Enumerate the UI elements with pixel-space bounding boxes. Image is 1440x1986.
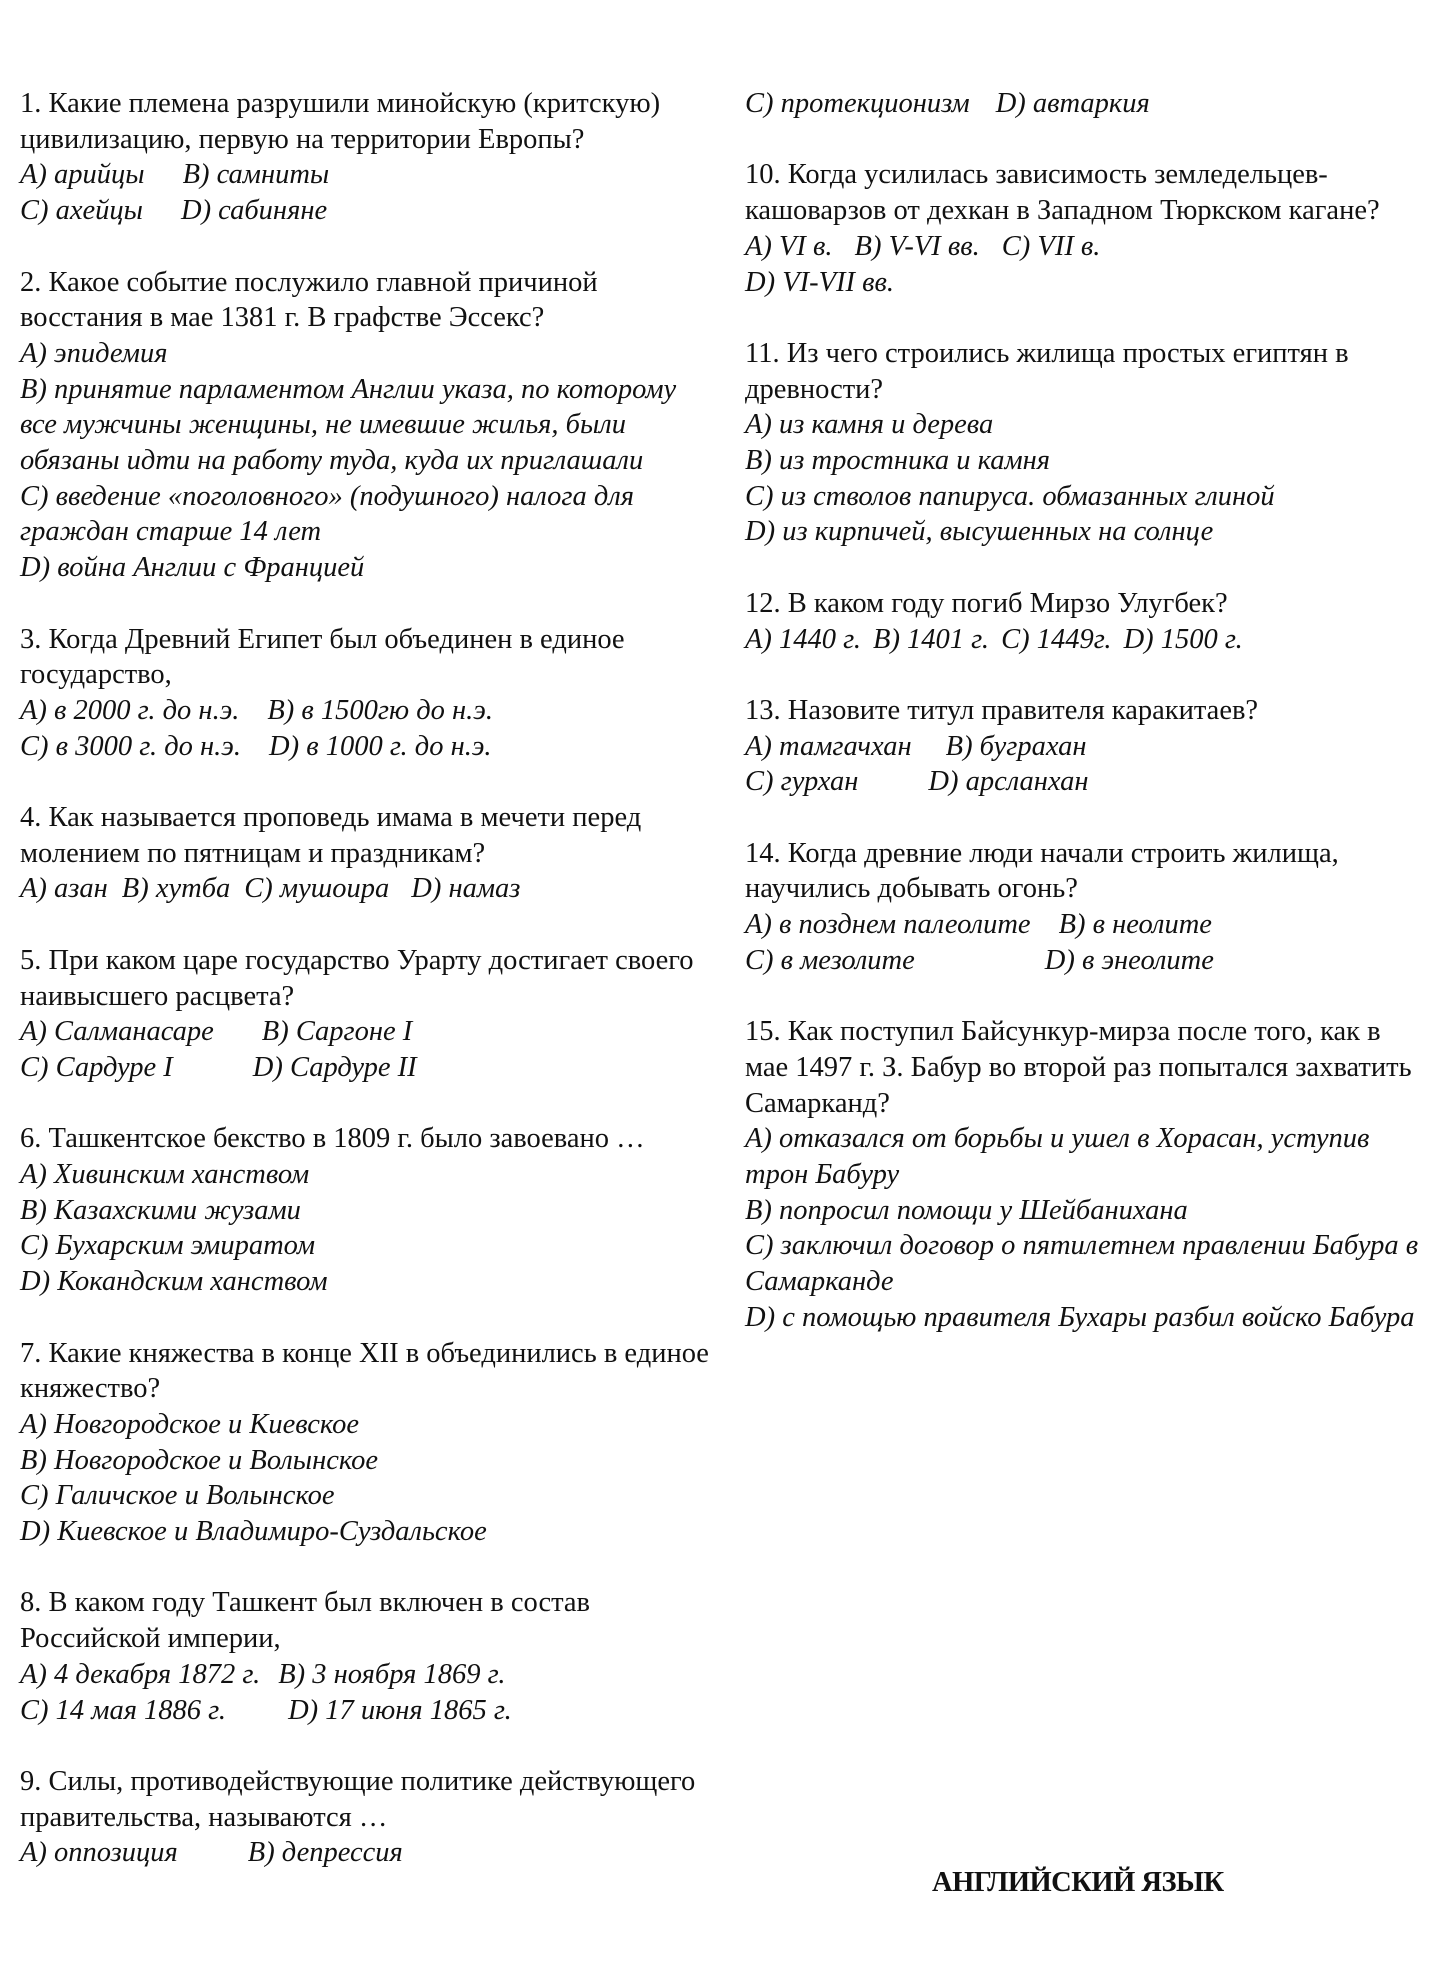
answer-option: D) сабиняне: [180, 195, 328, 227]
option-line: [20, 193, 720, 229]
question-block: [745, 836, 1430, 979]
answer-option: A) VI в.: [745, 230, 833, 262]
option-line: [745, 764, 1430, 800]
answer-option: D) Сардуре II: [252, 1051, 417, 1083]
answer-option: D) 1500 г.: [1123, 623, 1243, 655]
question-block: [20, 265, 720, 586]
answer-options: [745, 729, 1430, 800]
question-text: 7. Какие княжества в конце XII в объединились в единое княжество?: [20, 1337, 709, 1405]
answer-option: A) в 2000 г. до н.э.: [20, 694, 240, 726]
answer-options: [20, 336, 720, 586]
option-line: [20, 871, 720, 907]
question-text: 6. Ташкентское бекство в 1809 г. было завоевано …: [20, 1123, 645, 1155]
question-text: 2. Какое событие послужило главной причиной восстания в мае 1381 г. В графстве Эссекс?: [20, 266, 598, 334]
answer-option: D) в энеолите: [1044, 944, 1214, 976]
question-text: 10. Когда усилилась зависимость земледельцев-кашоварзов от дехкан в Западном Тюркском кагане?: [745, 159, 1380, 227]
right-column: [745, 86, 1430, 1336]
option-line: [745, 1121, 1430, 1192]
option-line: [745, 1193, 1430, 1229]
question-text: 9. Силы, противодействующие политике действующего правительства, называются …: [20, 1765, 696, 1833]
option-line: [20, 550, 720, 586]
answer-option: D) Кокандским ханством: [20, 1266, 328, 1298]
question-block: [745, 1014, 1430, 1335]
answer-option: C) Бухарским эмиратом: [20, 1230, 316, 1262]
answer-option: C) протекционизм: [745, 88, 970, 119]
answer-option: B) Саргоне I: [261, 1016, 413, 1048]
option-line: [20, 1657, 720, 1693]
option-line: [20, 1693, 720, 1729]
question-block: [745, 336, 1430, 550]
option-line: [745, 943, 1430, 979]
question-block: [20, 1764, 720, 1871]
question-block: [20, 1121, 720, 1300]
answer-option: A) азан: [20, 873, 108, 905]
question-block: [745, 586, 1430, 657]
option-line: [20, 1014, 720, 1050]
answer-options: [745, 86, 1430, 122]
option-line: [745, 479, 1430, 515]
answer-option: C) в 3000 г. до н.э.: [20, 730, 241, 762]
answer-options: [745, 1121, 1430, 1335]
question-text: 5. При каком царе государство Урарту достигает своего наивысшего расцвета?: [20, 944, 694, 1012]
question-text: 13. Назовите титул правителя каракитаев?: [745, 694, 1259, 726]
answer-option: B) буграхан: [945, 730, 1087, 762]
option-line: [20, 1050, 720, 1086]
option-line: [745, 622, 1430, 658]
answer-option: D) 17 июня 1865 г.: [288, 1694, 512, 1726]
answer-option: B) 1401 г.: [873, 623, 990, 655]
question-text: 11. Из чего строились жилища простых египтян в древности?: [745, 337, 1349, 405]
answer-option: A) Новгородское и Киевское: [20, 1408, 360, 1440]
question-block: [20, 1585, 720, 1728]
answer-option: B) из тростника и камня: [745, 445, 1051, 476]
question-text: 3. Когда Древний Египет был объединен в единое государство,: [20, 623, 625, 691]
option-line: [20, 479, 720, 550]
answer-option: A) тамгачхан: [745, 730, 912, 762]
option-line: [20, 336, 720, 372]
answer-options: [20, 1157, 720, 1300]
question-text: 15. Как поступил Байсункур-мирза после того, как в мае 1497 г. З. Бабур во второй раз попытался захватить Самарканд?: [745, 1016, 1412, 1119]
answer-option: B) V-VI вв.: [854, 230, 980, 262]
question-block: [20, 943, 720, 1086]
question-block: [20, 800, 720, 907]
answer-option: A) арийцы: [20, 159, 145, 191]
answer-option: A) Хивинским ханством: [20, 1159, 310, 1191]
answer-options: [20, 1657, 720, 1728]
answer-option: B) 3 ноября 1869 г.: [278, 1658, 506, 1690]
option-line: [20, 1193, 720, 1229]
option-line: [20, 1443, 720, 1479]
option-line: [745, 907, 1430, 943]
answer-options: [20, 693, 720, 764]
answer-option: A) отказался от борьбы и ушел в Хорасан, уступив трон Бабуру: [745, 1123, 1370, 1190]
question-text: 14. Когда древние люди начали строить жилища, научились добывать огонь?: [745, 837, 1339, 905]
answer-option: D) Киевское и Владимиро-Суздальское: [20, 1516, 487, 1548]
answer-options: [745, 622, 1430, 658]
answer-options: [20, 1835, 720, 1871]
option-line: [745, 265, 1430, 301]
answer-option: C) 1449г.: [1001, 623, 1112, 655]
answer-option: C) мушоира: [244, 873, 390, 905]
option-line: [20, 1264, 720, 1300]
answer-option: D) намаз: [411, 873, 521, 905]
answer-option: A) Салманасаре: [20, 1016, 214, 1048]
question-block: [745, 86, 1430, 122]
answer-option: B) Новгородское и Волынское: [20, 1444, 379, 1476]
question-block: [20, 86, 720, 229]
option-line: [20, 1157, 720, 1193]
answer-option: D) автаркия: [995, 88, 1150, 119]
answer-option: A) в позднем палеолите: [745, 909, 1031, 941]
answer-option: C) введение «поголовного» (подушного) налога для граждан старше 14 лет: [20, 480, 635, 548]
answer-option: D) арсланхан: [928, 766, 1089, 798]
question-block: [745, 693, 1430, 800]
answer-option: D) из кирпичей, высушенных на солнце: [745, 516, 1214, 548]
question-block: [745, 157, 1430, 300]
answer-options: [745, 229, 1430, 300]
option-line: [745, 443, 1430, 479]
left-column: [20, 86, 720, 1871]
question-text: 8. В каком году Ташкент был включен в состав Российской империи,: [20, 1587, 590, 1655]
answer-options: [20, 1014, 720, 1085]
answer-option: B) принятие парламентом Англии указа, по которому все мужчины женщины, не имевшие жилья, были обязаны идти на работу туда, куда их приглашали: [20, 373, 677, 477]
option-line: [745, 229, 1430, 265]
answer-option: B) Казахскими жузами: [20, 1194, 301, 1226]
answer-option: A) 1440 г.: [745, 623, 862, 655]
question-block: [20, 622, 720, 765]
option-line: [745, 86, 1430, 122]
question-block: [20, 1336, 720, 1550]
option-line: [20, 1514, 720, 1550]
option-line: [745, 514, 1430, 550]
option-line: [745, 1300, 1430, 1336]
option-line: [20, 1478, 720, 1514]
option-line: [20, 1228, 720, 1264]
answer-options: [745, 907, 1430, 978]
answer-option: B) попросил помощи у Шейбанихана: [745, 1194, 1188, 1226]
answer-option: A) 4 декабря 1872 г.: [20, 1658, 261, 1690]
answer-option: C) Галичское и Волынское: [20, 1480, 335, 1512]
answer-option: B) депрессия: [247, 1837, 403, 1869]
answer-option: C) Сардуре I: [20, 1051, 173, 1083]
option-line: [20, 729, 720, 765]
question-text: 12. В каком году погиб Мирзо Улугбек?: [745, 587, 1228, 619]
answer-options: [745, 407, 1430, 550]
answer-option: A) оппозиция: [20, 1837, 178, 1869]
answer-option: C) 14 мая 1886 г.: [20, 1694, 227, 1726]
option-line: [20, 1835, 720, 1871]
answer-option: A) из камня и дерева: [745, 409, 994, 441]
answer-option: D) с помощью правителя Бухары разбил войско Бабура: [745, 1301, 1415, 1333]
answer-option: C) гурхан: [745, 766, 859, 798]
option-line: [745, 729, 1430, 765]
answer-option: A) эпидемия: [20, 337, 168, 369]
answer-options: [20, 157, 720, 228]
option-line: [20, 372, 720, 479]
question-text: 1. Какие племена разрушили минойскую (критскую) цивилизацию, первую на территории Европы?: [20, 88, 661, 155]
answer-option: D) в 1000 г. до н.э.: [269, 730, 492, 762]
answer-option: C) VII в.: [1001, 230, 1101, 262]
option-line: [20, 693, 720, 729]
answer-option: D) война Англии с Францией: [20, 552, 365, 584]
question-text: 4. Как называется проповедь имама в мечети перед молением по пятницам и праздникам?: [20, 802, 642, 869]
answer-option: C) заключил договор о пятилетнем правлении Бабура в Самарканде: [745, 1230, 1419, 1298]
option-line: [20, 1407, 720, 1443]
answer-options: [20, 1407, 720, 1550]
answer-option: B) в неолите: [1058, 909, 1212, 941]
answer-option: D) VI-VII вв.: [745, 266, 894, 298]
answer-option: B) хутба: [121, 873, 231, 905]
answer-option: B) самниты: [182, 159, 330, 191]
option-line: [20, 157, 720, 193]
answer-option: C) ахейцы: [20, 195, 143, 227]
answer-option: C) в мезолите: [745, 944, 915, 976]
answer-option: B) в 1500гю до н.э.: [267, 694, 493, 726]
section-title: АНГЛИЙСКИЙ ЯЗЫК: [932, 1867, 1224, 1898]
answer-option: C) из стволов папируса. обмазанных глиной: [745, 480, 1275, 512]
answer-options: [20, 871, 720, 907]
option-line: [745, 407, 1430, 443]
option-line: [745, 1228, 1430, 1299]
